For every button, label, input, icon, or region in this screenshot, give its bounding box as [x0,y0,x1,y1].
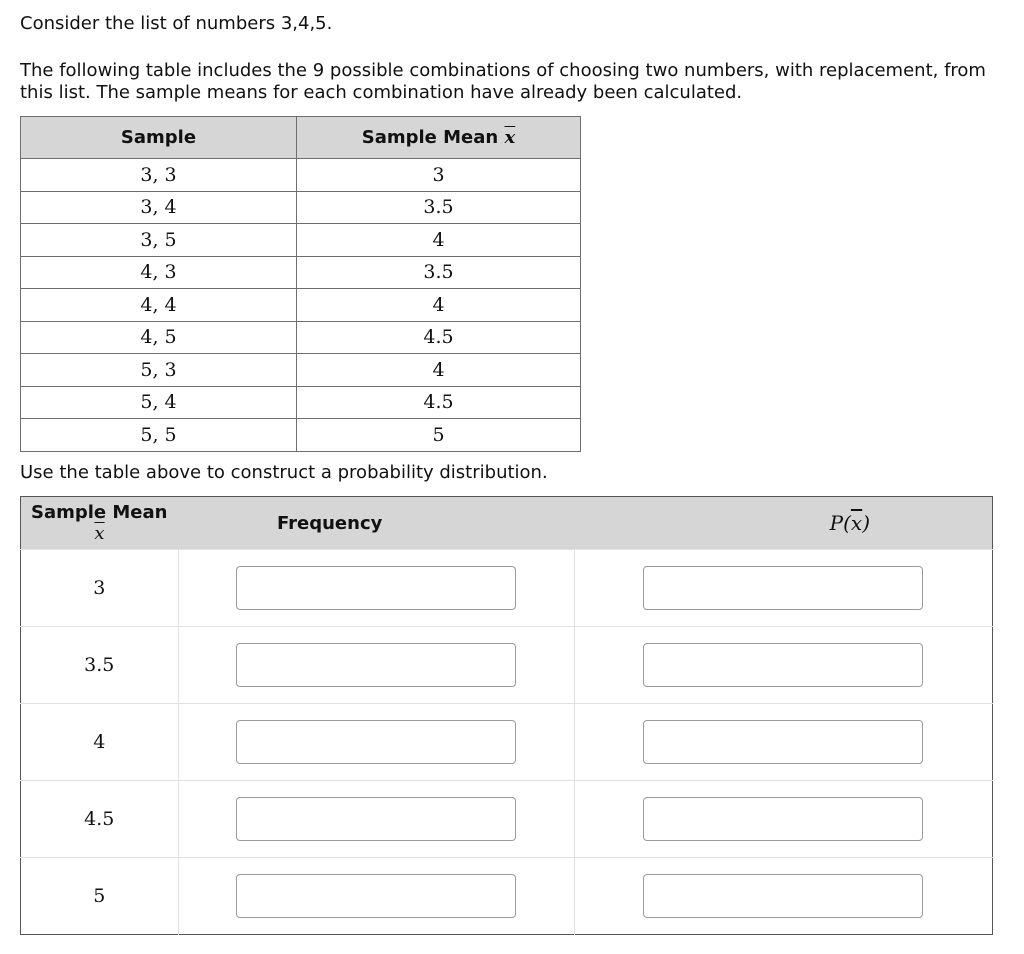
mean-cell: 3.5 [297,256,581,289]
instruction-text: Use the table above to construct a probability distribution. [20,462,548,483]
sample-column-header: Sample [21,117,297,159]
table-row [21,386,581,419]
frequency-header: Frequency [178,497,574,550]
mean-cell: 5 [297,419,581,452]
table-row [21,159,581,192]
sample-mean-header [21,497,179,550]
mean-cell: 3.5 [297,191,581,224]
table-row [21,224,581,257]
sample-mean-header-label: Sample Mean [31,502,168,523]
probability-input[interactable] [643,874,923,918]
x-bar-symbol: $\overline{x}$ [504,127,516,148]
frequency-input[interactable] [236,874,516,918]
probability-input[interactable] [643,566,923,610]
intro-text: Consider the list of numbers 3,4,5. [20,13,333,34]
sample-cell: 3, 3 [21,159,297,192]
mean-value-cell: 4 [21,704,179,781]
mean-value-cell: 3 [21,550,179,627]
sample-cell: 4, 5 [21,321,297,354]
sample-cell: 5, 3 [21,354,297,387]
description-paragraph: The following table includes the 9 possible combinations of choosing two numbers, with replacement, from this list. The sample means for each combination have already been calculated. [20,60,986,103]
probability-prefix: P( [829,511,851,535]
table-row [21,781,993,858]
table-row [21,289,581,322]
frequency-input[interactable] [236,566,516,610]
probability-input[interactable] [643,797,923,841]
sample-cell: 5, 4 [21,386,297,419]
sample-cell: 4, 3 [21,256,297,289]
x-bar-symbol: $\overline{x}$ [850,511,863,535]
x-bar-symbol: $\overline{x}$ [94,523,105,544]
probability-input[interactable] [643,720,923,764]
frequency-input[interactable] [236,643,516,687]
table-row [21,419,581,452]
frequency-input[interactable] [236,720,516,764]
probability-input[interactable] [643,643,923,687]
sample-mean-header-label: Sample Mean [361,127,499,148]
mean-cell: 4.5 [297,321,581,354]
mean-cell: 4 [297,289,581,322]
table-row [21,858,993,935]
table-row [21,627,993,704]
probability-suffix: ) [862,511,870,535]
table-row [21,354,581,387]
mean-cell: 4 [297,224,581,257]
table-row [21,191,581,224]
mean-value-cell: 3.5 [21,627,179,704]
table-row [21,550,993,627]
frequency-input[interactable] [236,797,516,841]
mean-cell: 3 [297,159,581,192]
sample-means-table [20,116,581,452]
sample-cell: 3, 4 [21,191,297,224]
mean-value-cell: 5 [21,858,179,935]
sample-cell: 3, 5 [21,224,297,257]
table-row [21,704,993,781]
table-row [21,256,581,289]
table-row [21,321,581,354]
mean-cell: 4.5 [297,386,581,419]
probability-distribution-table [20,496,993,935]
probability-header [574,497,993,550]
mean-value-cell: 4.5 [21,781,179,858]
mean-cell: 4 [297,354,581,387]
sample-cell: 4, 4 [21,289,297,322]
sample-mean-column-header [297,117,581,159]
sample-cell: 5, 5 [21,419,297,452]
